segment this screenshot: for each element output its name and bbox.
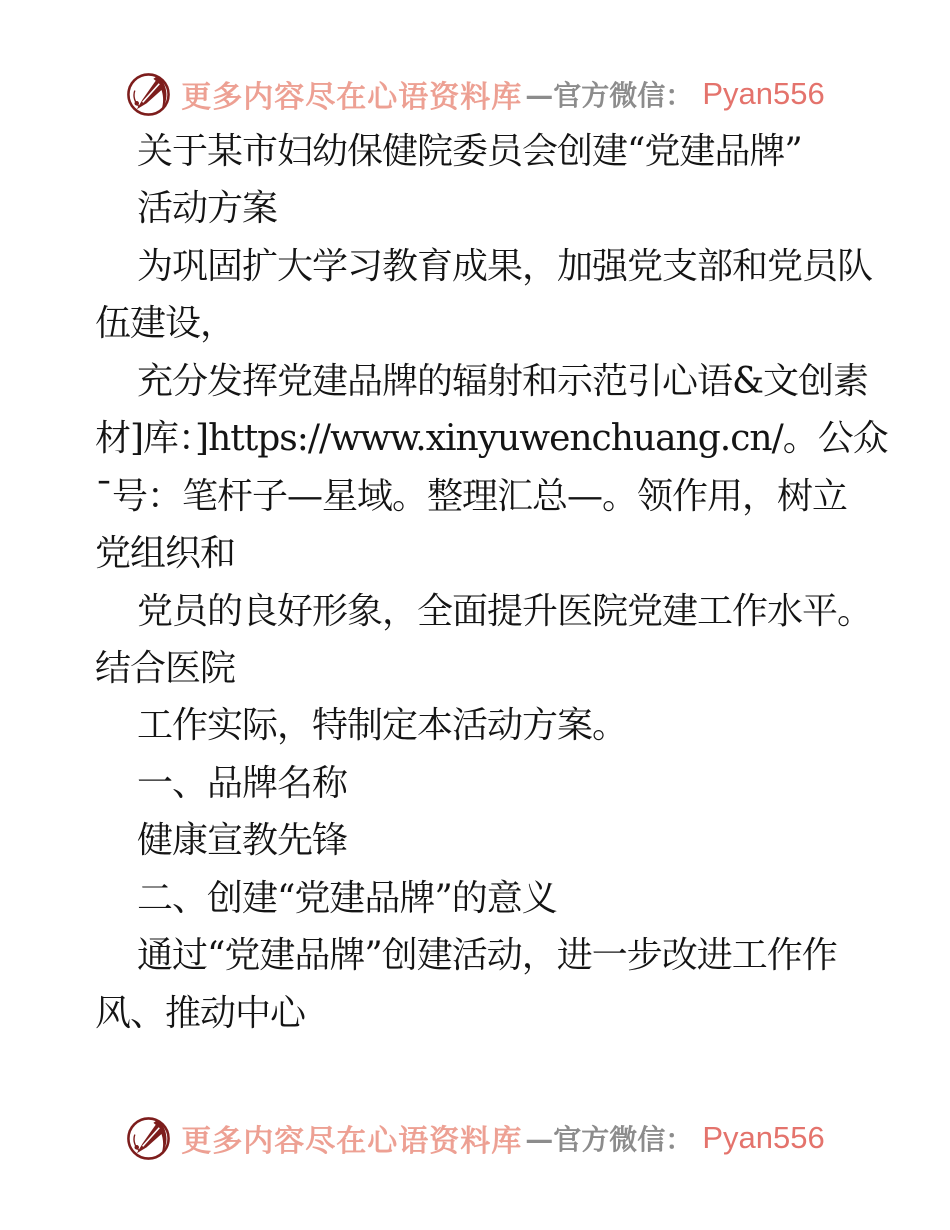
- doc-text-line: 工作实际，特制定本活动方案。: [137, 705, 628, 747]
- watermark-wechat-label: —官方微信：: [525, 1123, 694, 1156]
- doc-text-line: 党组织和: [95, 533, 236, 575]
- watermark-footer: [0, 1112, 950, 1164]
- doc-text-line: ¯号：笔杆子—星域。整理汇总—。领作用，树立: [95, 475, 848, 517]
- watermark-wechat-id: Pyan556: [702, 1120, 825, 1155]
- doc-text-line: 为巩固扩大学习教育成果，加强党支部和党员队: [137, 245, 873, 287]
- doc-title-line: 关于某市妇幼保健院委员会创建“党建品牌”: [137, 131, 802, 172]
- watermark-wechat-label: —官方微信：: [525, 79, 694, 112]
- pen-circle-icon: [125, 1115, 172, 1162]
- document-body: [95, 123, 888, 1042]
- doc-heading-line: 一、品牌名称: [137, 762, 348, 804]
- doc-heading-line: 二、创建“党建品牌”的意义: [137, 877, 557, 919]
- watermark-wechat-id: Pyan556: [702, 76, 825, 111]
- pen-circle-icon: [125, 71, 172, 118]
- doc-text-line: 风、推动中心: [95, 992, 306, 1034]
- doc-text-line: 党员的良好形象，全面提升医院党建工作水平。: [137, 590, 873, 632]
- doc-text-line: 充分发挥党建品牌的辐射和示范引心语&文创素: [137, 360, 869, 402]
- doc-text-line: 材]库：]https://www.xinyuwenchuang.cn/。公众: [95, 418, 888, 460]
- doc-title-line: 活动方案: [137, 188, 278, 230]
- doc-text-line: 通过“党建品牌”创建活动，进一步改进工作作: [137, 935, 837, 977]
- watermark-header: [0, 68, 950, 120]
- doc-text-line: 伍建设，: [95, 303, 236, 345]
- watermark-brand-text: 更多内容尽在心语资料库: [181, 1124, 523, 1159]
- doc-text-line: 健康宣教先锋: [137, 820, 348, 862]
- doc-text-line: 结合医院: [95, 647, 236, 689]
- watermark-brand-text: 更多内容尽在心语资料库: [181, 80, 523, 115]
